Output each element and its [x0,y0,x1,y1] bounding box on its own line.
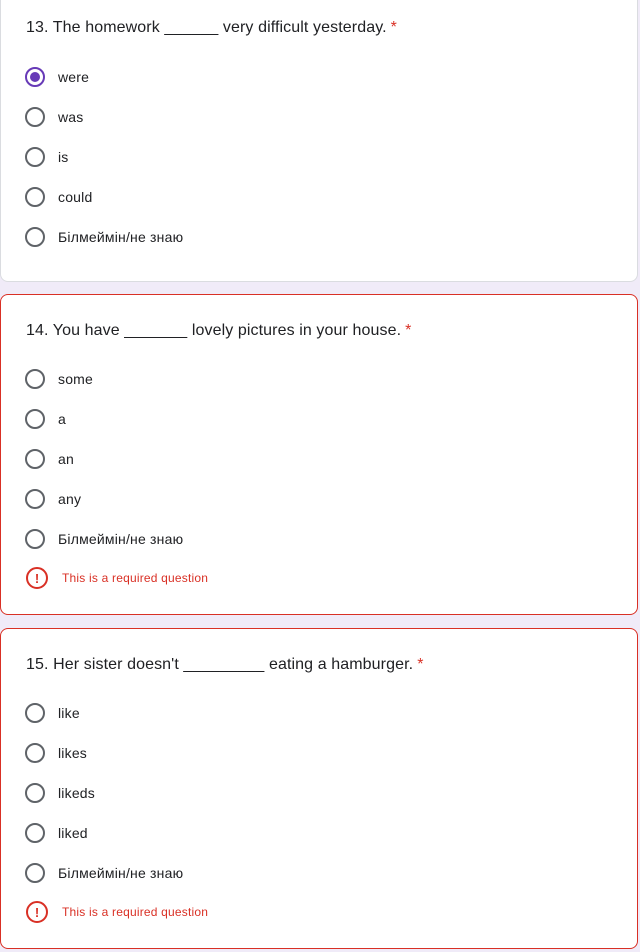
option-some[interactable] [25,367,93,391]
error-icon: ! [26,901,48,923]
option-label: an [58,451,74,467]
option-label: Білмеймін/не знаю [58,865,184,881]
option-were[interactable] [25,65,89,89]
option-label: Білмеймін/не знаю [58,229,184,245]
option-label: some [58,371,94,387]
option-liked[interactable] [25,821,88,845]
option-a[interactable] [25,407,66,431]
radio-button-selected[interactable] [25,67,45,87]
radio-button[interactable] [25,703,45,723]
option-like[interactable] [25,701,80,725]
radio-button[interactable] [25,823,45,843]
radio-button[interactable] [25,489,45,509]
required-asterisk: * [405,322,412,339]
radio-button[interactable] [25,783,45,803]
option-dont-know[interactable] [25,861,183,885]
radio-button[interactable] [25,449,45,469]
question-text: 14. You have _______ lovely pictures in your house. [26,322,402,339]
radio-button[interactable] [25,529,45,549]
option-could[interactable] [25,185,92,209]
option-an[interactable] [25,447,74,471]
option-label: any [58,491,82,507]
option-likeds[interactable] [25,781,95,805]
radio-button[interactable] [25,107,45,127]
question-title [26,19,397,37]
radio-button[interactable] [25,409,45,429]
question-title [26,656,424,674]
option-label: is [58,149,69,165]
radio-button[interactable] [25,227,45,247]
option-label: a [58,411,66,427]
option-likes[interactable] [25,741,87,765]
radio-button[interactable] [25,187,45,207]
option-label: was [58,109,84,125]
question-card-14 [0,294,638,615]
radio-button[interactable] [25,743,45,763]
option-label: were [58,69,90,85]
error-message: This is a required question [62,905,209,919]
question-text: 13. The homework ______ very difficult yesterday. [26,19,387,36]
option-label: likes [58,745,88,761]
question-text: 15. Her sister doesn't _________ eating a hamburger. [26,656,414,673]
required-asterisk: * [417,656,424,673]
option-label: liked [58,825,88,841]
option-label: likeds [58,785,95,801]
option-dont-know[interactable] [25,527,183,551]
option-label: like [58,705,80,721]
option-was[interactable] [25,105,84,129]
question-card-15 [0,628,638,949]
required-error [26,567,208,589]
radio-button[interactable] [25,147,45,167]
required-asterisk: * [390,19,397,36]
radio-button[interactable] [25,369,45,389]
radio-button[interactable] [25,863,45,883]
option-label: Білмеймін/не знаю [58,531,184,547]
option-is[interactable] [25,145,69,169]
question-title [26,322,411,340]
option-any[interactable] [25,487,81,511]
error-icon: ! [26,567,48,589]
option-dont-know[interactable] [25,225,183,249]
error-message: This is a required question [62,571,209,585]
option-label: could [58,189,93,205]
required-error [26,901,208,923]
question-card-13 [0,0,638,282]
